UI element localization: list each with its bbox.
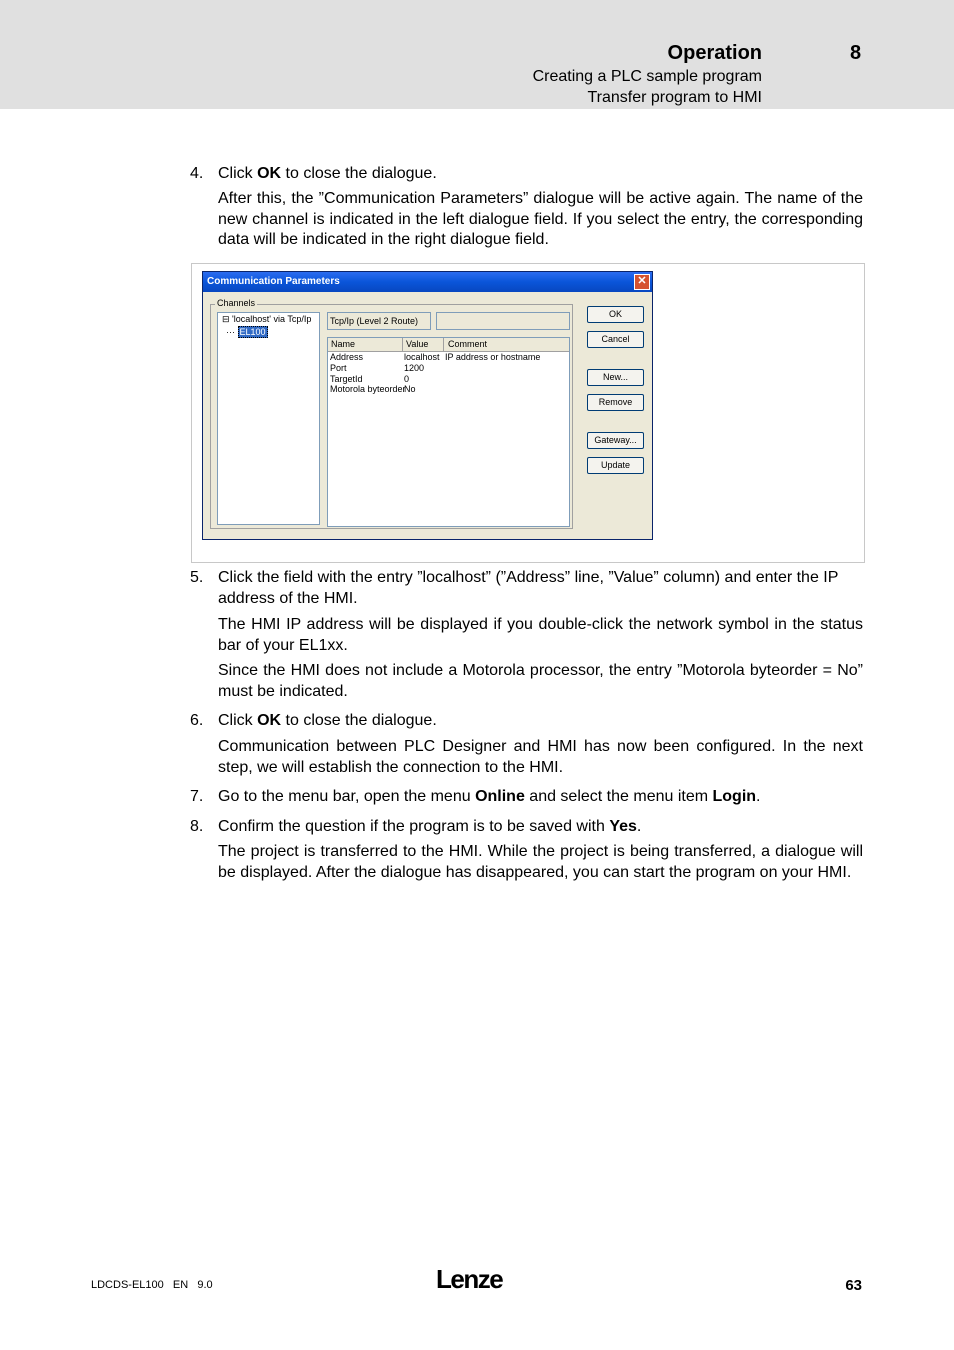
chapter-title: Operation	[667, 42, 762, 64]
remove-button[interactable]: Remove	[587, 394, 644, 411]
dialog-title: Communication Parameters	[203, 272, 652, 292]
driver-info-field	[436, 312, 570, 330]
ok-button[interactable]: OK	[587, 306, 644, 323]
step-text: Click	[218, 165, 258, 182]
grid-row[interactable]	[328, 384, 569, 395]
screenshot-figure	[191, 263, 865, 563]
cell-comment: IP address or hostname	[445, 352, 541, 362]
paragraph: Communication between PLC Designer and HMI has now been configured. In the next step, we will establish the connection to the HMI.	[218, 738, 863, 776]
column-separator	[402, 338, 403, 351]
column-header-name[interactable]: Name	[331, 339, 356, 349]
step-7	[190, 787, 862, 808]
document-id: LDCDS-EL100 EN 9.0	[91, 1279, 213, 1291]
paragraph: After this, the ”Communication Parameters” dialogue will be active again. The name of the new channel is indicated in the left dialogue field. If you select the entry, the corresponding data will be indicated in the right dialogue field.	[218, 190, 863, 248]
step-text: Click the field with the entry ”localhost” (”Address” line, ”Value” column) and enter the IP address of the HMI.	[218, 569, 839, 607]
step-8	[190, 817, 862, 838]
tree-line-icon: ···	[226, 327, 238, 337]
step-text: and select the menu item	[524, 788, 713, 805]
paragraph: The project is transferred to the HMI. While the project is being transferred, a dialogue will be displayed. After the dialogue has disappeared, you can start the program on your HMI.	[218, 843, 863, 881]
lenze-logo: Lenze	[436, 1264, 503, 1294]
column-separator	[443, 338, 444, 351]
step-number: 4.	[190, 165, 204, 182]
grid-row[interactable]	[328, 363, 569, 374]
parameter-grid[interactable]	[327, 337, 570, 527]
step-number: 7.	[190, 788, 204, 805]
header-band	[0, 0, 954, 109]
column-header-comment[interactable]: Comment	[448, 339, 488, 349]
tree-root-item[interactable]	[222, 314, 311, 325]
cell-name: Port	[330, 363, 347, 373]
cell-value[interactable]: 0	[404, 374, 410, 384]
step-bold: Yes	[609, 818, 637, 835]
step-bold: OK	[257, 712, 282, 729]
menu-item-login: Login	[712, 788, 757, 805]
step-text: Go to the menu bar, open the menu	[218, 788, 476, 805]
cell-name: Motorola byteorder	[330, 384, 406, 394]
tree-child-item[interactable]	[226, 327, 268, 337]
collapse-icon[interactable]: ⊟	[222, 314, 233, 324]
chapter-number: 8	[850, 42, 862, 64]
step-text: to close the dialogue.	[281, 165, 437, 182]
grid-header	[328, 338, 569, 352]
step-text: .	[636, 818, 642, 835]
section-title: Creating a PLC sample program	[532, 68, 762, 85]
step-number: 8.	[190, 818, 204, 835]
step-bold: OK	[257, 165, 282, 182]
page-number: 63	[845, 1277, 862, 1294]
step-text: Click	[218, 712, 258, 729]
tree-child-label: EL100	[239, 327, 266, 337]
new-button[interactable]: New...	[587, 369, 644, 386]
menu-online: Online	[475, 788, 525, 805]
step-number: 5.	[190, 569, 204, 586]
grid-row[interactable]	[328, 352, 569, 363]
paragraph: The HMI IP address will be displayed if you double-click the network symbol in the status bar of your EL1xx.	[218, 616, 863, 654]
update-button[interactable]: Update	[587, 457, 644, 474]
step-6	[190, 711, 862, 732]
cell-name: Address	[330, 352, 364, 362]
close-icon[interactable]: ✕	[634, 274, 650, 290]
step-text: to close the dialogue.	[281, 712, 437, 729]
channel-tree[interactable]	[217, 312, 320, 525]
gateway-button[interactable]: Gateway...	[587, 432, 644, 449]
step-4	[190, 164, 862, 185]
driver-field: Tcp/Ip (Level 2 Route)	[327, 312, 431, 330]
step-5	[190, 568, 862, 609]
cell-value[interactable]: 1200	[404, 363, 425, 373]
column-header-value[interactable]: Value	[406, 339, 429, 349]
channels-label: Channels	[217, 298, 256, 308]
subsection-title: Transfer program to HMI	[587, 89, 762, 106]
paragraph: Since the HMI does not include a Motorola processor, the entry ”Motorola byteorder = No” must be indicated.	[218, 662, 863, 700]
cell-value[interactable]: localhost	[404, 352, 440, 362]
step-number: 6.	[190, 712, 204, 729]
cancel-button[interactable]: Cancel	[587, 331, 644, 348]
step-text: .	[756, 788, 761, 805]
step-text: Confirm the question if the program is to be saved with	[218, 818, 610, 835]
cell-name: TargetId	[330, 374, 363, 384]
cell-value[interactable]: No	[404, 384, 416, 394]
communication-parameters-dialog	[202, 271, 653, 540]
tree-root-label: 'localhost' via Tcp/Ip	[232, 314, 312, 324]
